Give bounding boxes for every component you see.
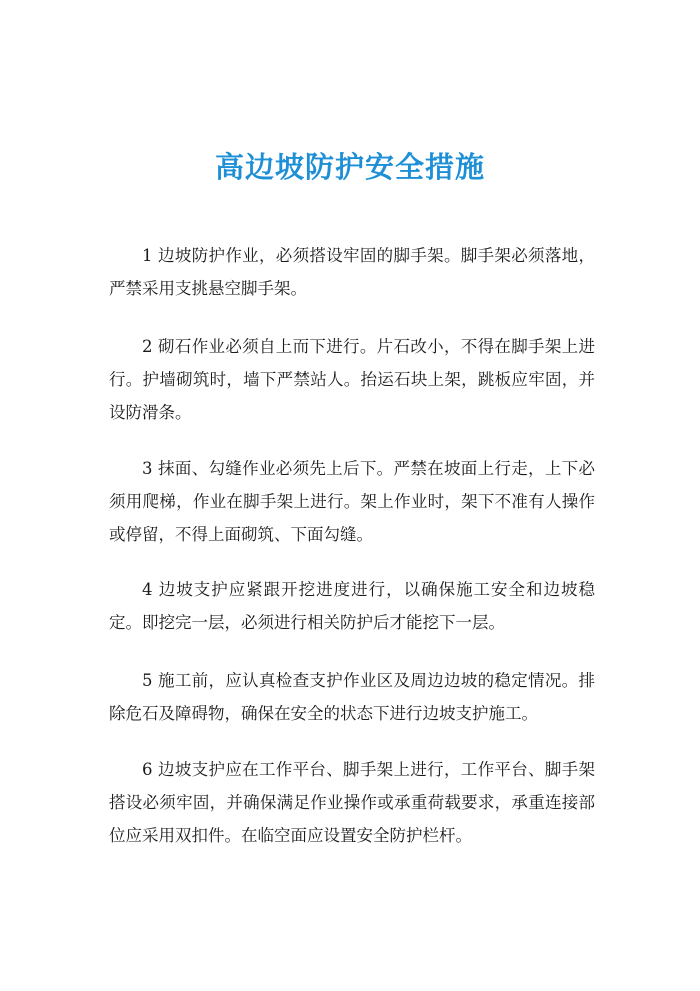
paragraph-2: 2 砌石作业必须自上而下进行。片石改小，不得在脚手架上进行。护墙砌筑时，墙下严禁站人。抬运石块上架，跳板应牢固，并设防滑条。 (109, 337, 595, 422)
paragraph-5: 5 施工前，应认真检查支护作业区及周边边坡的稳定情况。排除危石及障碍物，确保在安全的状态下进行边坡支护施工。 (109, 671, 595, 723)
paragraph-4: 4 边坡支护应紧跟开挖进度进行，以确保施工安全和边坡稳定。即挖完一层，必须进行相关防护后才能挖下一层。 (109, 580, 595, 632)
paragraph-1: 1 边坡防护作业，必须搭设牢固的脚手架。脚手架必须落地，严禁采用支挑悬空脚手架。 (109, 246, 595, 298)
paragraph-3: 3 抹面、勾缝作业必须先上后下。严禁在坡面上行走，上下必须用爬梯，作业在脚手架上进行。架上作业时，架下不准有人操作或停留，不得上面砌筑、下面勾缝。 (109, 459, 595, 544)
paragraph-6: 6 边坡支护应在工作平台、脚手架上进行，工作平台、脚手架搭设必须牢固，并确保满足作业操作或承重荷载要求，承重连接部位应采用双扣件。在临空面应设置安全防护栏杆。 (109, 760, 595, 845)
document-title: 高边坡防护安全措施 (214, 150, 485, 184)
